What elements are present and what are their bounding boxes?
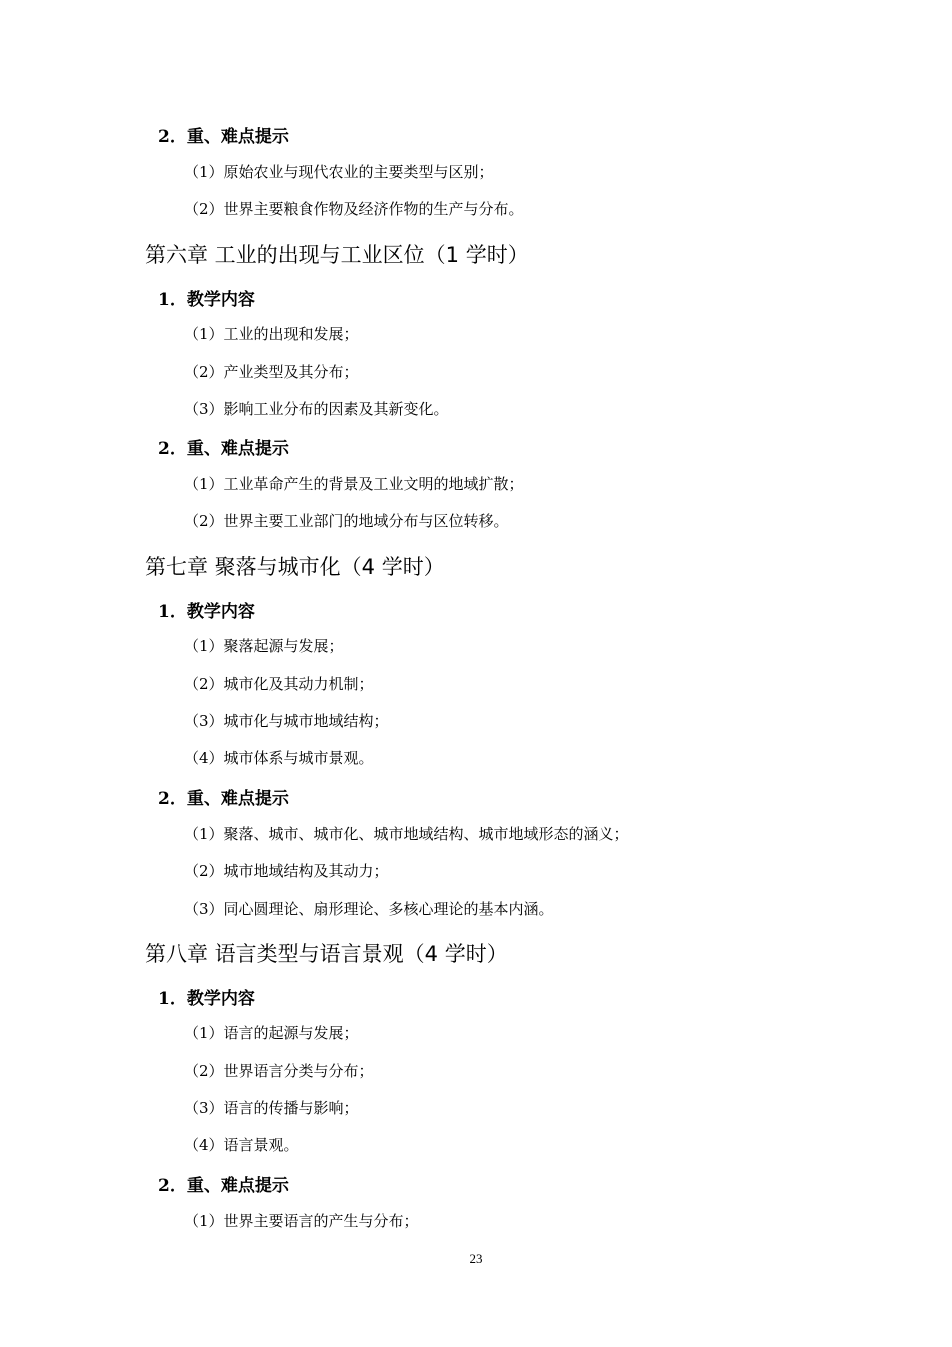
list-item: （2）城市化及其动力机制； [184,675,374,693]
section-heading: 2．重、难点提示 [158,439,289,459]
list-item: （3）语言的传播与影响； [184,1099,359,1117]
list-item: （1）原始农业与现代农业的主要类型与区别； [184,163,494,181]
list-item: （1）语言的起源与发展； [184,1024,359,1042]
list-item: （2）产业类型及其分布； [184,363,359,381]
list-item: （1）聚落起源与发展； [184,637,344,655]
list-item: （4）城市体系与城市景观。 [184,749,374,767]
page-number: 23 [469,1251,483,1266]
list-item: （2）城市地域结构及其动力； [184,862,389,880]
list-item: （1）聚落、城市、城市化、城市地域结构、城市地域形态的涵义； [184,825,629,843]
section-heading: 2．重、难点提示 [158,1176,289,1196]
list-item: （3）同心圆理论、扇形理论、多核心理论的基本内涵。 [184,900,554,918]
list-item: （2）世界语言分类与分布； [184,1062,374,1080]
section-heading: 2．重、难点提示 [158,127,289,147]
chapter-title: 第八章 语言类型与语言景观（4 学时） [145,942,508,966]
section-heading: 1．教学内容 [158,602,255,622]
list-item: （2）世界主要粮食作物及经济作物的生产与分布。 [184,200,524,218]
list-item: （1）工业革命产生的背景及工业文明的地域扩散； [184,475,524,493]
list-item: （1）世界主要语言的产生与分布； [184,1212,419,1230]
section-heading: 2．重、难点提示 [158,789,289,809]
chapter-title: 第六章 工业的出现与工业区位（1 学时） [145,243,529,267]
list-item: （2）世界主要工业部门的地域分布与区位转移。 [184,512,509,530]
list-item: （4）语言景观。 [184,1136,299,1154]
section-heading: 1．教学内容 [158,290,255,310]
list-item: （3）城市化与城市地域结构； [184,712,389,730]
list-item: （1）工业的出现和发展； [184,325,359,343]
section-heading: 1．教学内容 [158,989,255,1009]
list-item: （3）影响工业分布的因素及其新变化。 [184,400,449,418]
chapter-title: 第七章 聚落与城市化（4 学时） [145,555,445,579]
